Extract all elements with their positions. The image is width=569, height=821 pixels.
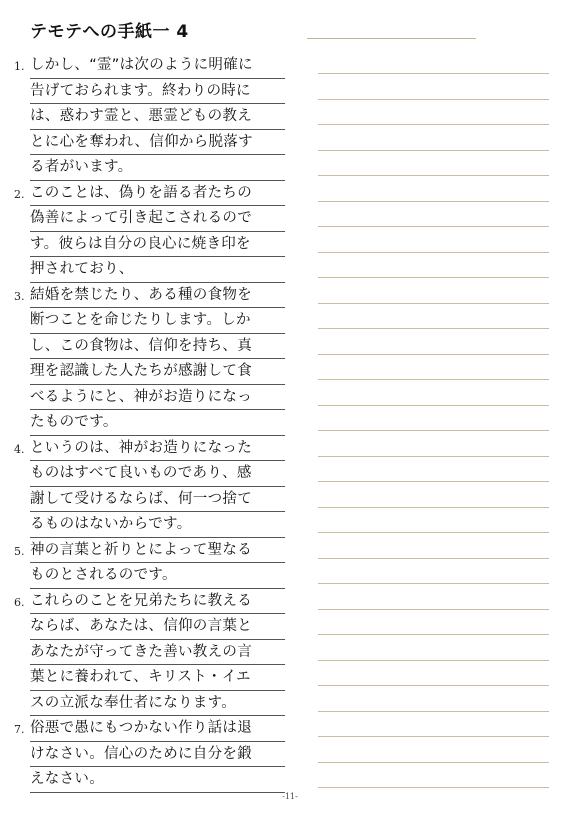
verse-line [0, 614, 300, 640]
verse-line [0, 691, 300, 717]
verse-line [0, 283, 300, 309]
title-underline-rule [307, 38, 476, 39]
verse-text: るものはないからです。 [30, 516, 192, 532]
verse-text: 結婚を禁じたり、ある種の食物を [30, 286, 252, 303]
verse-line [0, 308, 300, 334]
note-line [318, 481, 549, 507]
note-line [318, 328, 549, 354]
verse-line [0, 538, 300, 564]
verse-text: し、この食物は、信仰を持ち、真 [30, 337, 252, 354]
verse-number: 1. [14, 60, 25, 73]
verse-line [0, 487, 300, 513]
verse-text: あなたが守ってきた善い教えの言 [30, 643, 252, 660]
verse-text: このことは、偽りを語る者たちの [30, 184, 252, 201]
verse-line [0, 206, 300, 232]
note-line [318, 609, 549, 635]
scripture-text-column [0, 53, 300, 793]
verse-text: 告げておられます。終わりの時に [30, 82, 251, 99]
note-line [318, 124, 549, 150]
verse-text: 偽善によって引き起こされるので [30, 210, 252, 226]
verse-text: たものです。 [30, 414, 118, 430]
note-line [318, 736, 549, 762]
verse-text: 理を認識した人たちが感謝して食 [30, 363, 252, 379]
verse-line [0, 334, 300, 360]
note-line [318, 354, 549, 380]
verse-text: しかし、“霊”は次のように明確に [30, 57, 253, 73]
verse-line [0, 436, 300, 462]
verse-text: 断つことを命じたりします。しか [30, 312, 251, 328]
verse-text: ものはすべて良いものであり、感 [30, 465, 252, 481]
note-line [318, 685, 549, 711]
note-line [318, 532, 549, 558]
note-line [318, 201, 549, 227]
verse-text: けなさい。信心のために自分を鍛 [30, 745, 252, 762]
verse-line [0, 385, 300, 411]
note-line [318, 405, 549, 431]
note-line [318, 99, 549, 125]
note-line [318, 507, 549, 533]
verse-number: 5. [14, 544, 25, 558]
verse-text: 神の言葉と祈りとによって聖なる [30, 541, 252, 558]
note-line [318, 430, 549, 456]
verse-number: 2. [14, 187, 25, 201]
verse-text: ならば、あなたは、信仰の言葉と [30, 618, 252, 634]
verse-line [0, 181, 300, 207]
verse-line [0, 53, 300, 79]
note-line [318, 711, 549, 737]
verse-text: 俗悪で愚にもつかない作り話は退 [30, 720, 252, 736]
verse-text: べるようにと、神がお造りになっ [30, 388, 252, 405]
verse-text: 謝して受けるならば、何一つ捨て [30, 490, 252, 507]
verse-text: というのは、神がお造りになった [30, 439, 252, 456]
verse-text: これらのことを兄弟たちに教える [30, 592, 252, 609]
verse-line [0, 130, 300, 156]
note-line [318, 660, 549, 686]
note-line [318, 634, 549, 660]
verse-line [0, 104, 300, 130]
verse-line [0, 359, 300, 385]
verse-line [0, 716, 300, 742]
verse-number: 3. [14, 289, 25, 303]
verse-text: とに心を奪われ、信仰から脱落す [30, 133, 253, 150]
verse-text: えなさい。 [30, 771, 104, 787]
verse-number: 6. [14, 595, 25, 609]
note-line [318, 558, 549, 584]
verse-text: スの立派な奉仕者になります。 [30, 694, 237, 711]
verse-text: は、惑わす霊と、悪霊どもの教え [30, 108, 252, 124]
page-title: テモテへの手紙一 4 [30, 22, 189, 42]
note-line [318, 456, 549, 482]
verse-text: 葉とに養われて、キリスト・イエ [30, 669, 251, 685]
note-line [318, 277, 549, 303]
notes-column [318, 73, 549, 813]
verse-text: す。彼らは自分の良心に焼き印を [30, 235, 251, 252]
note-line [318, 762, 549, 788]
note-line [318, 175, 549, 201]
verse-text: ものとされるのです。 [30, 567, 177, 583]
verse-line [0, 589, 300, 615]
verse-line [0, 79, 300, 105]
verse-number: 7. [14, 723, 25, 736]
verse-line [0, 461, 300, 487]
page-number: -11- [282, 792, 298, 801]
note-line [318, 150, 549, 176]
verse-text: 押されており、 [30, 261, 134, 277]
note-line [318, 583, 549, 609]
verse-number: 4. [14, 442, 25, 456]
verse-text: る者がいます。 [30, 159, 133, 175]
verse-line [0, 742, 300, 768]
verse-line [0, 257, 300, 283]
note-line [318, 73, 549, 99]
note-line [318, 252, 549, 278]
verse-line [0, 512, 300, 538]
verse-line [0, 640, 300, 666]
verse-line [0, 563, 300, 589]
note-line [318, 303, 549, 329]
verse-line [0, 155, 300, 181]
verse-line [0, 410, 300, 436]
verse-line [0, 665, 300, 691]
note-line [318, 226, 549, 252]
verse-line [0, 232, 300, 258]
verse-line [0, 767, 300, 793]
note-line [318, 379, 549, 405]
